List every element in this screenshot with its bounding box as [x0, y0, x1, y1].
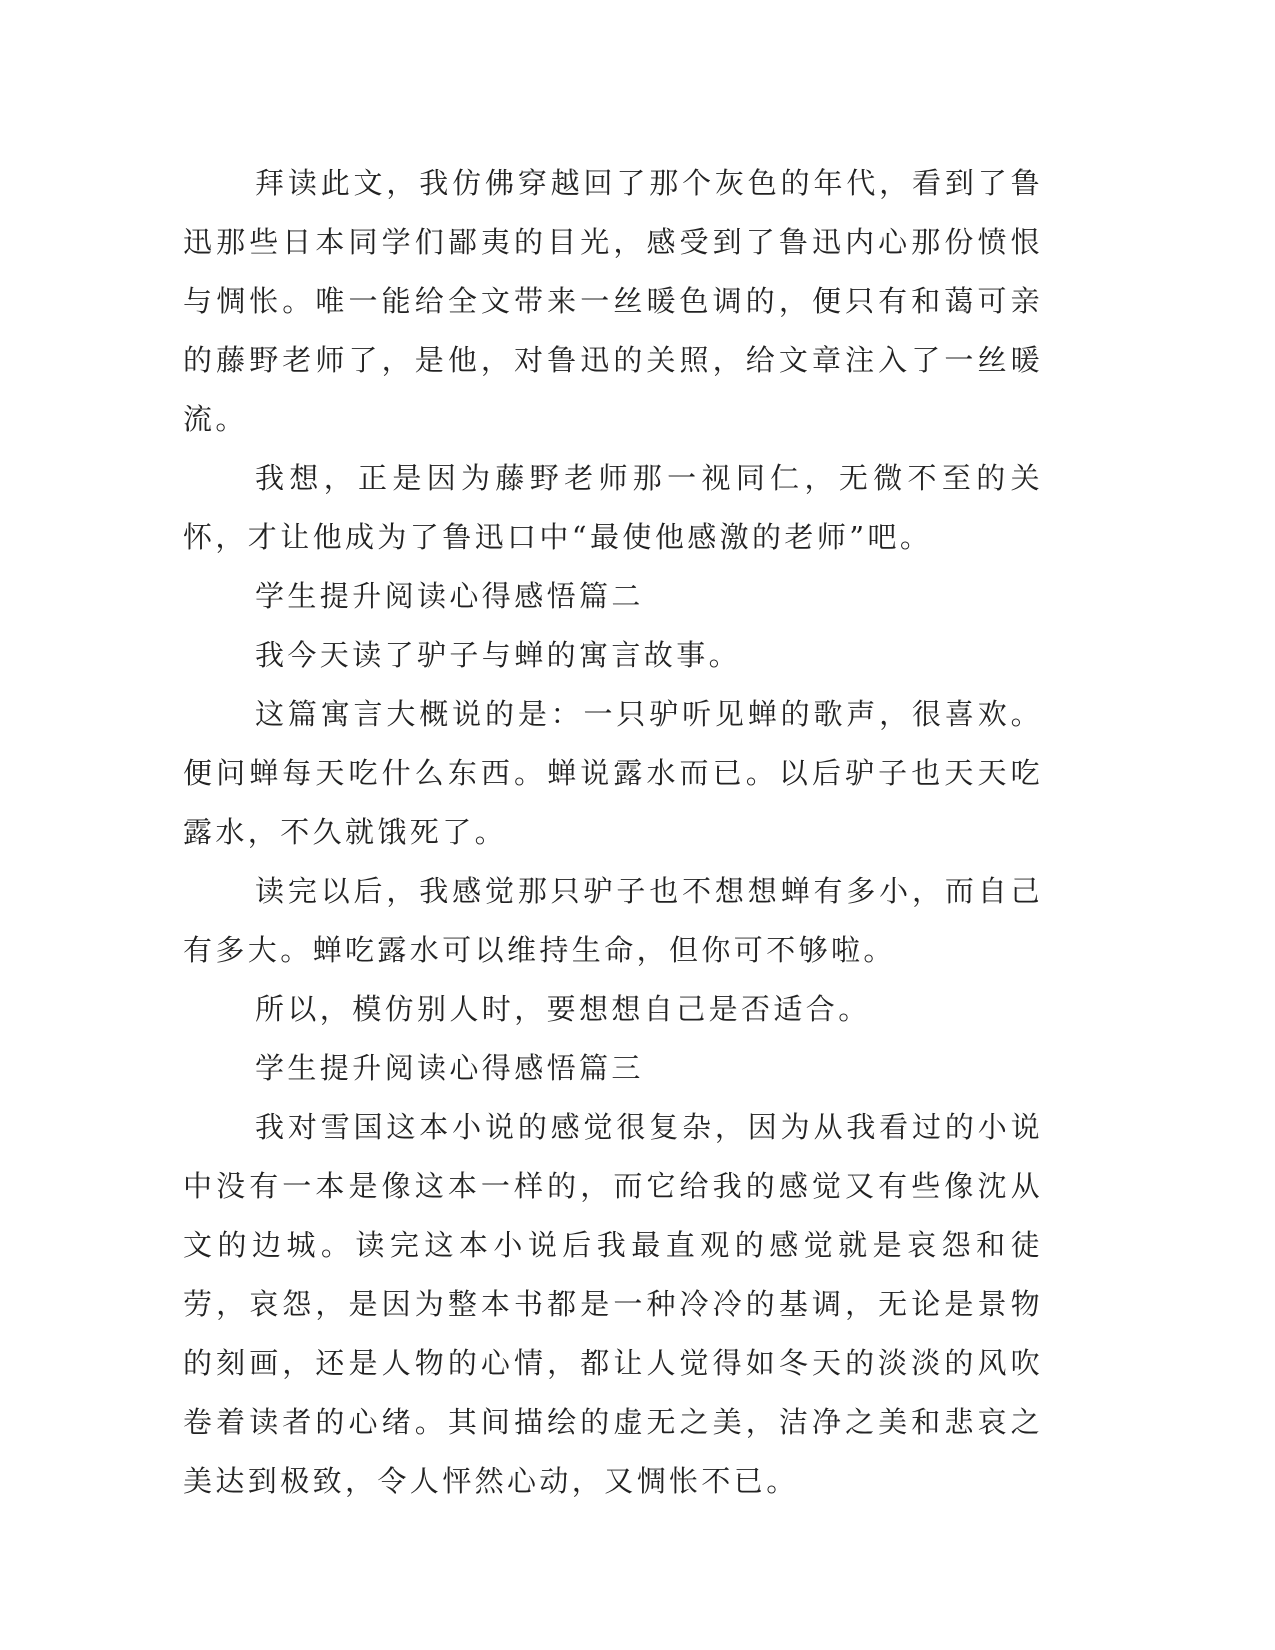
paragraph-5: 读完以后，我感觉那只驴子也不想想蝉有多小，而自己有多大。蝉吃露水可以维持生命，但你可不够啦。: [183, 874, 1043, 967]
document-body: [183, 154, 1043, 1511]
section-heading-2: 学生提升阅读心得感悟篇二: [255, 579, 644, 613]
paragraph-1: 拜读此文，我仿佛穿越回了那个灰色的年代，看到了鲁迅那些日本同学们鄙夷的目光，感受到了鲁迅内心那份愤恨与惆怅。唯一能给全文带来一丝暖色调的，便只有和蔼可亲的藤野老师了，是他，对鲁迅的关照，给文章注入了一丝暖流。: [183, 166, 1043, 436]
paragraph-3: 我今天读了驴子与蝉的寓言故事。: [255, 638, 742, 672]
paragraph-6: 所以，模仿别人时，要想想自己是否适合。: [255, 992, 871, 1026]
paragraph-7: 我对雪国这本小说的感觉很复杂，因为从我看过的小说中没有一本是像这本一样的，而它给我的感觉又有些像沈从文的边城。读完这本小说后我最直观的感觉就是哀怨和徒劳，哀怨，是因为整本书都是一种冷冷的基调，无论是景物的刻画，还是人物的心情，都让人觉得如冬天的淡淡的风吹卷着读者的心绪。其间描绘的虚无之美，洁净之美和悲哀之美达到极致，令人怦然心动，又惆怅不已。: [183, 1110, 1043, 1498]
paragraph-2: 我想，正是因为藤野老师那一视同仁，无微不至的关怀，才让他成为了鲁迅口中“最使他感激的老师”吧。: [183, 461, 1043, 554]
paragraph-4: 这篇寓言大概说的是：一只驴听见蝉的歌声，很喜欢。便问蝉每天吃什么东西。蝉说露水而已。以后驴子也天天吃露水，不久就饿死了。: [183, 697, 1043, 849]
section-heading-3: 学生提升阅读心得感悟篇三: [255, 1051, 644, 1085]
